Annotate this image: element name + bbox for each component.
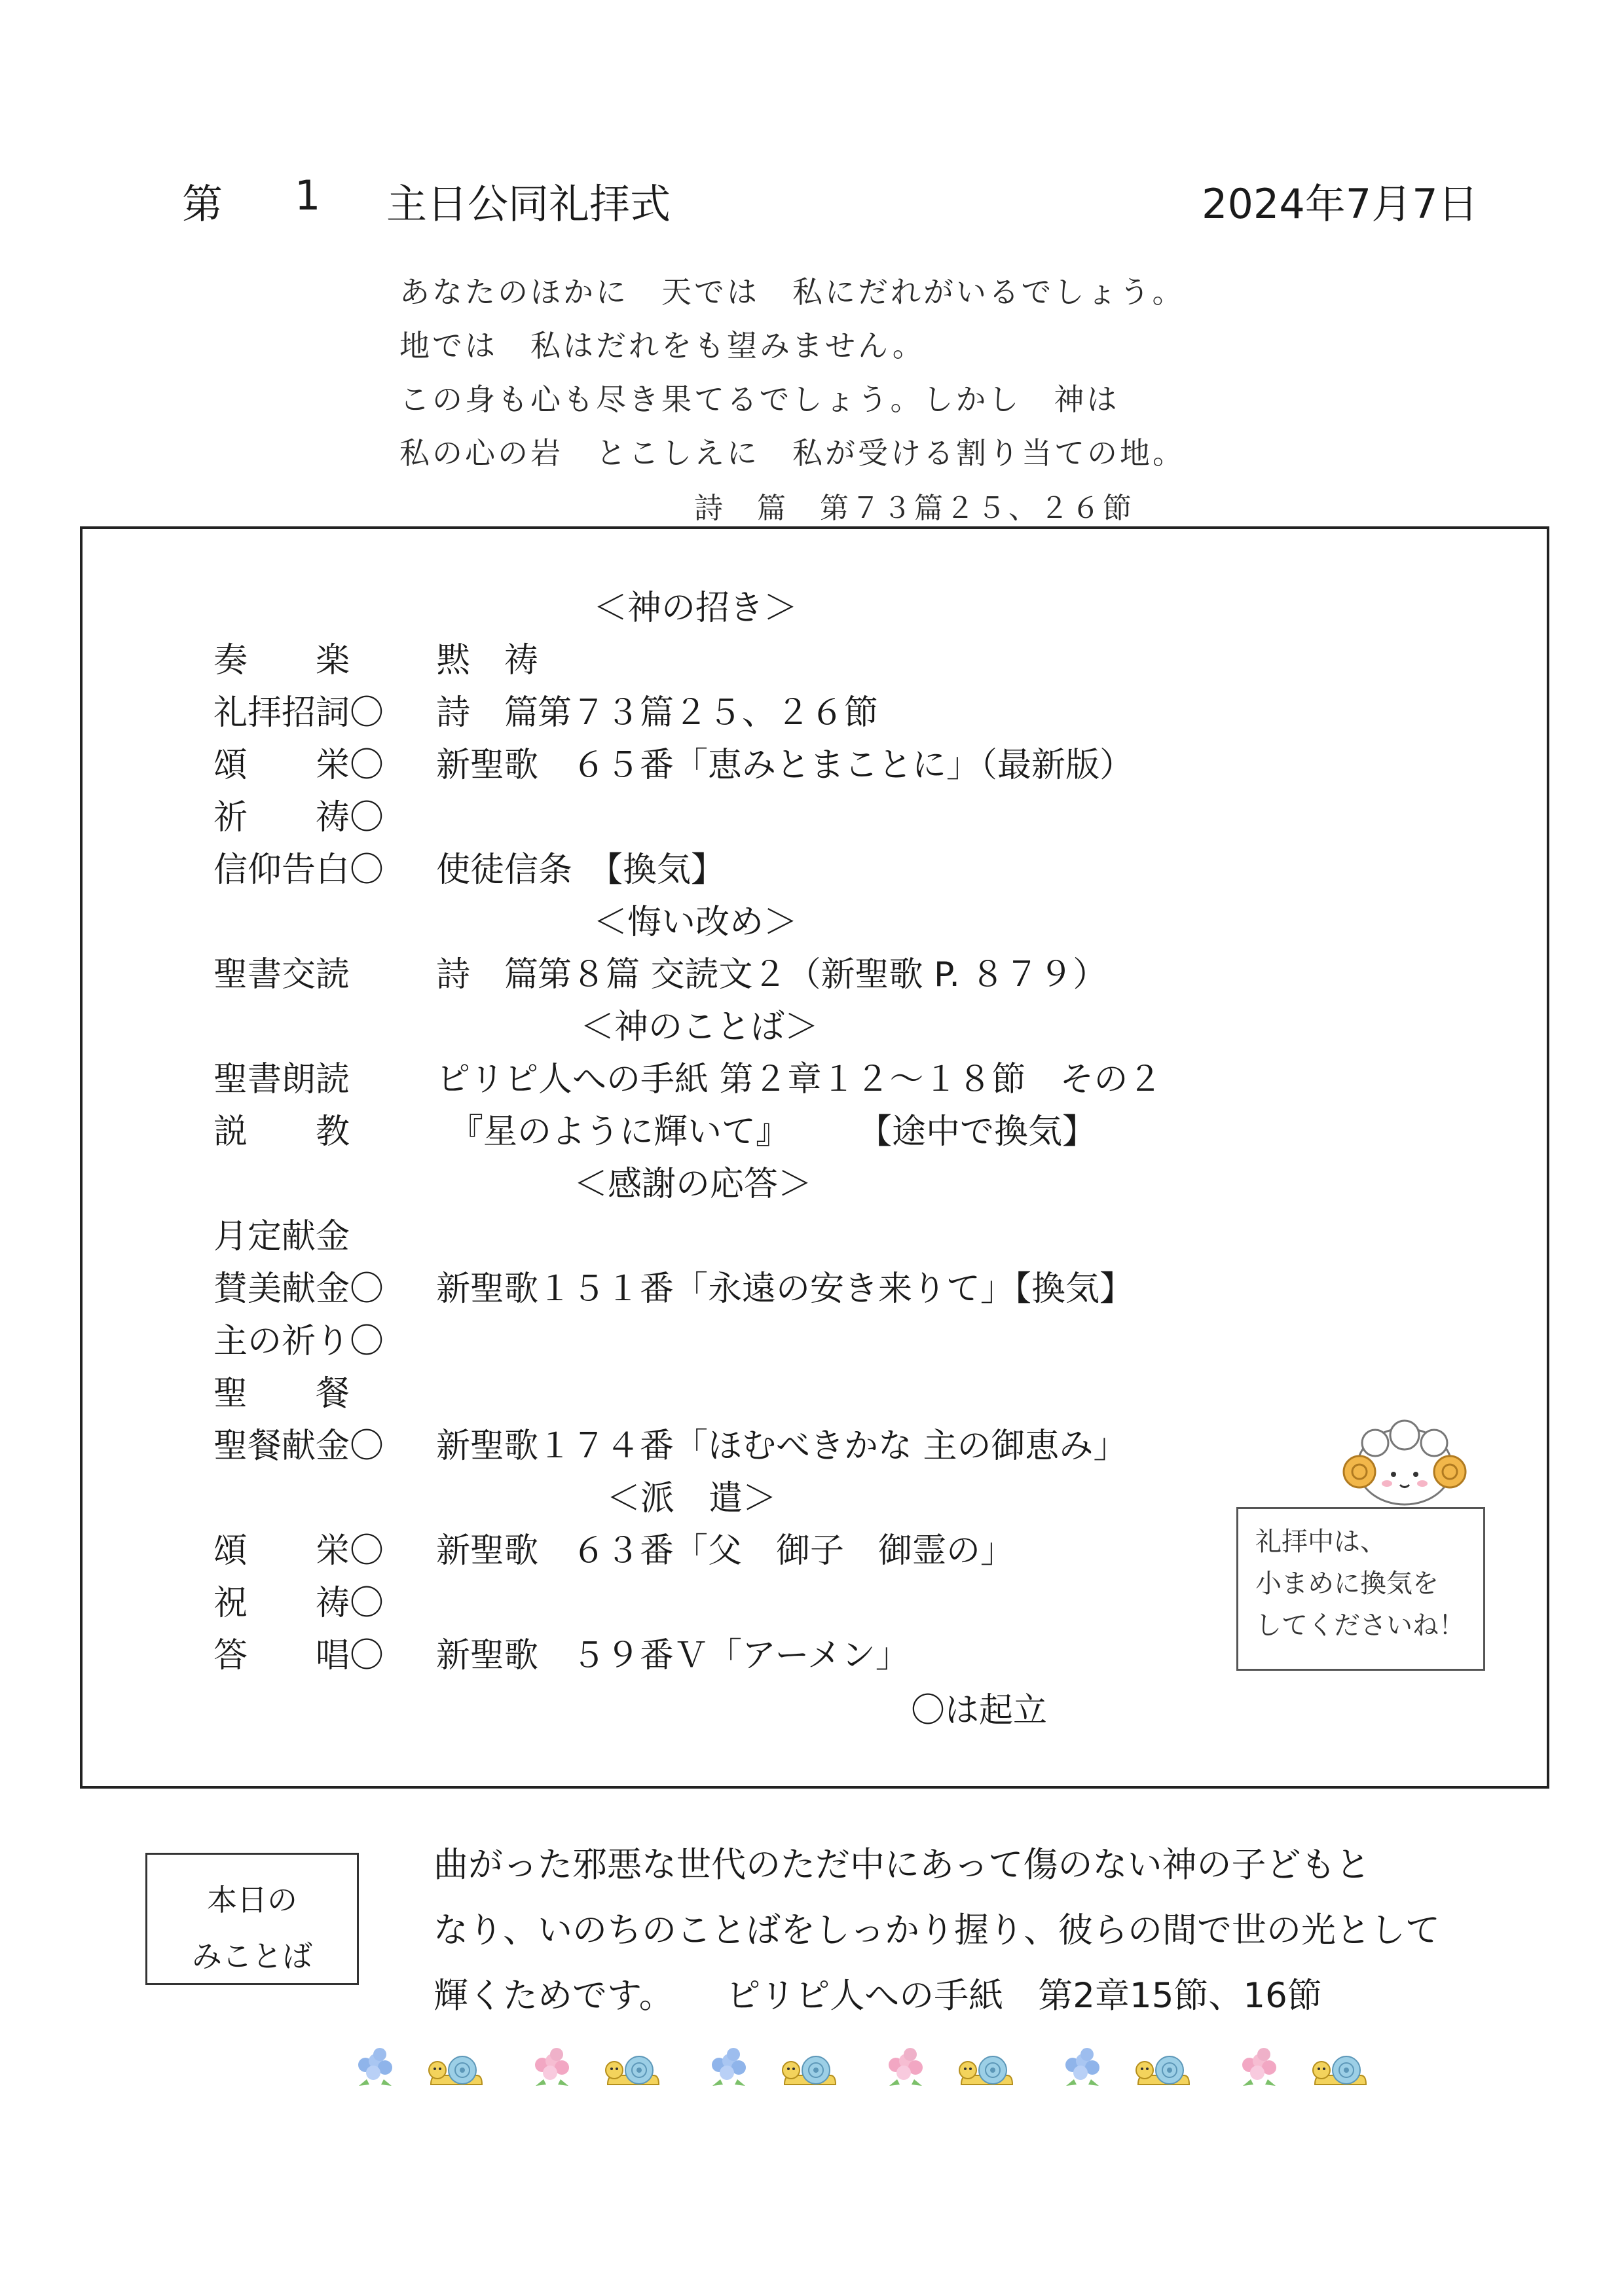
snail-icon [959, 2056, 1012, 2085]
row-item: 礼拝招詞〇 [213, 693, 384, 733]
row-sub: 黙 祷 [436, 641, 539, 680]
row-item: 答 唱〇 [213, 1636, 384, 1675]
decorative-border [347, 2041, 1388, 2100]
snail-icon [1313, 2056, 1366, 2085]
snail-icon [1136, 2056, 1189, 2085]
quote-line: この身も心も尽き果てるでしょう。しかし 神は [399, 382, 1120, 417]
service-number: 1 [295, 172, 321, 219]
note-line: 礼拝中は、 [1255, 1527, 1386, 1557]
quote-reference: 詩 篇 第７３篇２５、２６節 [694, 492, 1134, 525]
service-date: 2024年7月7日 [1202, 180, 1479, 228]
standing-note: 〇は起立 [911, 1691, 1048, 1730]
row-sub: 『星のように輝いて』 【途中で換気】 [449, 1112, 1097, 1152]
row-item: 月定献金 [213, 1217, 350, 1256]
hydrangea-icon [712, 2048, 746, 2086]
verse-line: なり、いのちのことばをしっかり握り、彼らの間で世の光として [434, 1910, 1440, 1950]
row-item: 聖書朗読 [213, 1060, 350, 1099]
row-detail: 第８篇 交読文２（新聖歌 P. ８７９） [538, 955, 1107, 994]
verse-line: 曲がった邪悪な世代のただ中にあって傷のない神の子どもと [434, 1845, 1371, 1885]
snail-icon [783, 2056, 836, 2085]
row-item: 説 教 [213, 1112, 350, 1152]
row-item: 聖餐献金〇 [213, 1427, 384, 1466]
row-detail: １５１番「永遠の安き来りて」【換気】 [538, 1269, 1134, 1309]
service-prefix: 第 [182, 180, 223, 228]
row-item: 奏 楽 [213, 641, 350, 680]
quote-line: あなたのほかに 天では 私にだれがいるでしょう。 [399, 274, 1185, 310]
row-sub: 新聖歌 [436, 1531, 539, 1571]
note-line: 小まめに換気を [1255, 1569, 1439, 1599]
row-detail: １７４番「ほむべきかな 主の御恵み」 [538, 1427, 1128, 1466]
row-sub: 新聖歌 [436, 1636, 539, 1675]
today-label-line: みことば [192, 1939, 312, 1974]
section-heading: ＜神の招き＞ [593, 589, 798, 628]
today-label-line: 本日の [207, 1882, 297, 1918]
row-detail: ６５番「恵みとまことに」（最新版） [538, 746, 1134, 785]
ventilation-note [1236, 1507, 1485, 1671]
section-heading: ＜感謝の応答＞ [574, 1165, 813, 1204]
row-sub: 詩 篇 [436, 955, 539, 994]
snail-icon [429, 2056, 482, 2085]
hydrangea-icon [1065, 2048, 1099, 2086]
sheep-icon [1336, 1414, 1473, 1512]
row-sub: 新聖歌 [436, 746, 539, 785]
row-sub: 新聖歌 [436, 1269, 539, 1309]
row-item: 祝 祷〇 [213, 1584, 384, 1623]
note-line: してくださいね！ [1255, 1611, 1465, 1641]
row-sub: 使徒信条 [436, 850, 573, 890]
service-title: 主日公同礼拝式 [386, 180, 671, 228]
row-item: 主の祈り〇 [213, 1322, 384, 1361]
row-detail: ６３番「父 御子 御霊の」 [538, 1531, 1015, 1571]
row-item: 賛美献金〇 [213, 1269, 384, 1309]
row-sub: ピリピ人への手紙 第２章１２～１８節 その２ [436, 1060, 1162, 1099]
section-heading: ＜派 遣＞ [606, 1479, 777, 1518]
section-heading: ＜悔い改め＞ [593, 903, 798, 942]
quote-line: 地では 私はだれをも望みません。 [399, 328, 925, 363]
today-word-label [145, 1853, 359, 1985]
row-item: 聖書交読 [213, 955, 350, 994]
row-item: 信仰告白〇 [213, 850, 384, 890]
row-item: 祈 祷〇 [213, 798, 384, 837]
snail-icon [606, 2056, 659, 2085]
row-sub: 詩 篇 [436, 693, 539, 733]
row-detail: ５９番Ｖ「アーメン」 [538, 1636, 910, 1675]
section-heading: ＜神のことば＞ [580, 1008, 819, 1047]
verse-line: 輝くためです。 ピリピ人への手紙 第2章15節、16節 [434, 1976, 1322, 2016]
hydrangea-icon [1242, 2048, 1276, 2086]
hydrangea-icon [358, 2048, 392, 2086]
row-item: 頌 栄〇 [213, 1531, 384, 1571]
hydrangea-icon [535, 2048, 569, 2086]
hydrangea-icon [889, 2048, 923, 2086]
row-sub: 新聖歌 [436, 1427, 539, 1466]
row-item: 聖 餐 [213, 1374, 350, 1413]
quote-line: 私の心の岩 とこしえに 私が受ける割り当ての地。 [399, 435, 1185, 471]
row-detail: 【換気】 [538, 850, 726, 890]
row-detail: 第７３篇２５、２６節 [538, 693, 879, 733]
row-item: 頌 栄〇 [213, 746, 384, 785]
